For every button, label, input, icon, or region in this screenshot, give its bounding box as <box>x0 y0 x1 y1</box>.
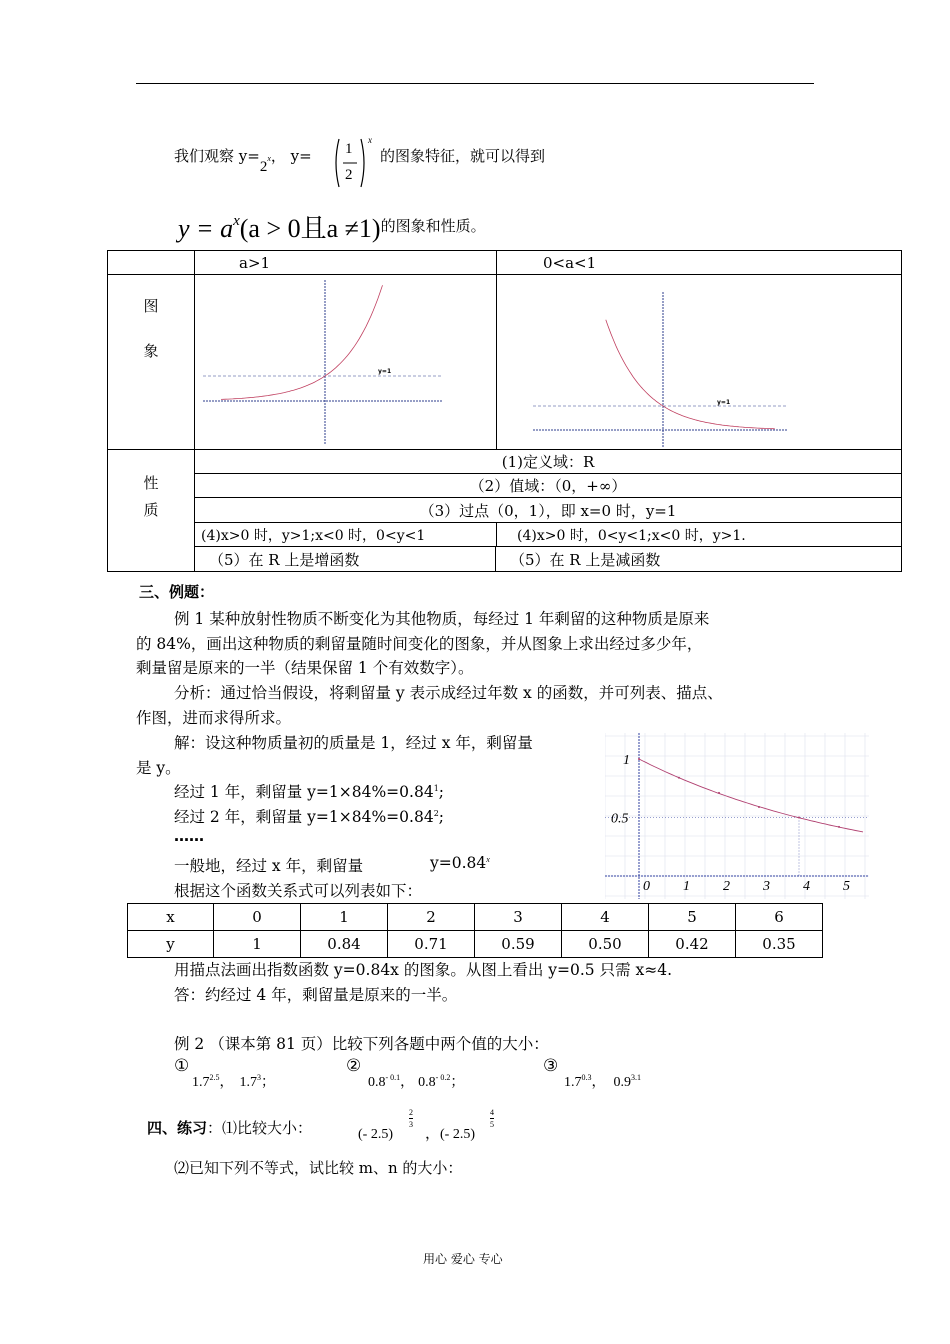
col-a-gt-1-label: a>1 <box>239 253 271 272</box>
c1-base2: 1.7 <box>239 1075 257 1090</box>
decay-curve <box>639 759 863 832</box>
data-point <box>718 792 720 794</box>
c3-exp2: 3.1 <box>631 1073 641 1082</box>
formula-line <box>178 208 486 245</box>
q1-exp2-den: 5 <box>490 1120 494 1129</box>
props-row-label <box>108 450 195 572</box>
sol-line4-sup: 2 <box>433 809 439 818</box>
prop-label-2: 质 <box>143 501 159 519</box>
page-footer: 用心 爱心 专心 <box>423 1252 503 1266</box>
x-tick-label: 3 <box>763 879 770 894</box>
prop-fixed-point: （3）过点（0，1），即 x=0 时，y=1 <box>195 498 902 523</box>
image-label-1: 图 <box>143 297 159 315</box>
x-cell: 4 <box>562 904 649 931</box>
c3-base: 1.7 <box>564 1075 582 1090</box>
y-header: y <box>128 931 214 958</box>
analysis-line2: 作图，进而求得所求。 <box>136 709 292 727</box>
ex1-line2: 的 84%，画出这种物质的剩留量随时间变化的图象，并从图象上求出经过多少年， <box>136 635 703 653</box>
sol-line3-text: 经过 1 年，剩留量 y=1×84%=0.84 <box>174 783 434 801</box>
q1-exp2 <box>490 1107 494 1130</box>
y-cell: 0.59 <box>475 931 562 958</box>
exercise-q1: ⑴比较大小： <box>222 1119 313 1137</box>
x-tick-label: 0 <box>643 879 650 894</box>
intro-line <box>174 145 312 175</box>
c1-exp: 2.5 <box>209 1073 220 1082</box>
y-cell: 0.71 <box>388 931 475 958</box>
sol-line4-text: 经过 2 年，剩留量 y=1×84%=0.84 <box>174 808 434 826</box>
image-label-2: 象 <box>143 342 159 360</box>
q1-base2: (- 2.5) <box>440 1127 475 1142</box>
x-tick-label: 1 <box>683 879 690 894</box>
compare-2: $0.8^{- 0.1}$， $0.8^{- 0.2}$； <box>368 1073 465 1090</box>
q1-exp1-num: 2 <box>409 1108 413 1117</box>
intro-prefix: 我们观察 y= <box>174 147 260 165</box>
exercise-colon: ： <box>207 1119 223 1137</box>
y-tick-label: 0.5 <box>611 811 629 827</box>
y-cell: 0.35 <box>736 931 823 958</box>
x-tick-label: 4 <box>803 879 810 894</box>
c1-base: 1.7 <box>192 1075 210 1090</box>
decay-chart <box>605 733 869 899</box>
y1-label-right: y=1 <box>717 399 731 406</box>
x-tick-label: 5 <box>843 879 850 894</box>
prop-right-4: (4)x>0 时，0<y<1;x<0 时，y>1. <box>497 523 902 547</box>
compare-1: $1.7^{2.5}$， $1.7^3$； <box>192 1073 275 1090</box>
solution-line2: 是 y。 <box>136 759 181 777</box>
x-tick-label: 2 <box>723 879 730 894</box>
draw-line: 用描点法画出指数函数 y=0.84x 的图象。从图上看出 y=0.5 只需 x≈4. <box>174 961 673 979</box>
prop-range: （2）值域：（0，+∞） <box>195 474 902 498</box>
table-intro: 根据这个函数关系式可以列表如下： <box>174 882 423 900</box>
decay-chart-svg <box>605 733 869 899</box>
y-cell: 0.84 <box>301 931 388 958</box>
intro-exp2: x <box>368 135 372 145</box>
ellipsis: …… <box>174 827 204 845</box>
intro-suffix: 的图象特征，就可以得到 <box>380 147 546 165</box>
formula-suffix: 的图象和性质。 <box>380 217 486 235</box>
exercise-expr-1 <box>358 1127 393 1143</box>
q1-sep: ， <box>425 1124 441 1142</box>
x-header: x <box>128 904 214 931</box>
c2-exp2: - 0.2 <box>435 1073 451 1082</box>
prop-label-1: 性 <box>143 474 159 492</box>
c2-exp: - 0.1 <box>385 1073 401 1082</box>
y1-label-left: y=1 <box>378 368 392 375</box>
exercise-heading: 四、练习 <box>147 1119 208 1137</box>
exercise-expr-2 <box>440 1127 475 1143</box>
data-point <box>798 817 800 819</box>
solution-line3 <box>174 780 444 802</box>
x-cell: 3 <box>475 904 562 931</box>
intro-sep: ， y= <box>270 147 312 165</box>
graph-decreasing <box>497 276 855 448</box>
x-cell: 6 <box>736 904 823 931</box>
graph-increasing-cell <box>195 275 497 450</box>
formula-cond: (a > 0且a ≠1) <box>239 214 381 243</box>
x-cell: 2 <box>388 904 475 931</box>
c1-exp2: 3 <box>257 1073 261 1082</box>
prop-left-5: （5）在 R 上是增函数 <box>195 547 496 572</box>
q1-exp2-num: 4 <box>490 1108 494 1117</box>
ex1-line1: 例 1 某种放射性物质不断变化为其他物质，每经过 1 年剩留的这种物质是原来 <box>174 610 710 628</box>
analysis-line1: 分析：通过恰当假设，将剩留量 y 表示成经过年数 x 的函数，并可列表、描点、 <box>174 684 723 702</box>
c3-exp: 0.3 <box>581 1073 592 1082</box>
data-point <box>678 777 680 779</box>
frac-den: 2 <box>345 167 353 183</box>
solution-line4 <box>174 805 444 827</box>
general-expr-text: y=0.84 <box>430 854 487 872</box>
solution-line1: 解：设这种物质量初的质量是 1，经过 x 年，剩留量 <box>174 734 533 752</box>
example2-line: 例 2 （课本第 81 页）比较下列各题中两个值的大小： <box>174 1035 549 1053</box>
general-line: 一般地，经过 x 年，剩留量 <box>174 857 364 875</box>
properties-table <box>107 250 902 572</box>
exercise-line <box>147 1117 312 1138</box>
props-header-a-lt-1 <box>497 251 902 275</box>
formula-expr: y = a <box>178 214 234 243</box>
intro-exp: x <box>267 154 271 163</box>
x-cell: 1 <box>301 904 388 931</box>
decreasing-curve <box>606 320 775 429</box>
exercise-q2: ⑵已知下列不等式，试比较 m、n 的大小： <box>174 1159 463 1177</box>
prop-right-5: （5）在 R 上是减函数 <box>496 547 902 572</box>
circled-2: ② <box>346 1056 362 1076</box>
data-point <box>638 758 640 760</box>
col-a-lt-1-label: 0<a<1 <box>543 253 597 272</box>
image-row-label <box>108 275 195 450</box>
formula-exp: x <box>233 213 240 229</box>
sol-line3-end: ; <box>438 783 445 801</box>
data-point <box>758 806 760 808</box>
circled-1: ① <box>174 1056 190 1076</box>
y-cell: 0.50 <box>562 931 649 958</box>
x-cell: 0 <box>214 904 301 931</box>
intro-base: 2 <box>259 159 268 175</box>
y-cell: 0.42 <box>649 931 736 958</box>
circled-3: ③ <box>543 1056 559 1076</box>
sol-line3-sup: 1 <box>433 784 439 793</box>
prop-domain: (1)定义域：R <box>195 450 902 474</box>
graph-decreasing-cell <box>497 275 902 450</box>
props-header-empty <box>108 251 195 275</box>
intro-fraction <box>333 137 367 189</box>
answer-line: 答：约经过 4 年，剩留量是原来的一半。 <box>174 986 458 1004</box>
c2-base2: 0.8 <box>418 1075 436 1090</box>
general-exp: x <box>486 855 490 864</box>
header-rule <box>136 83 814 84</box>
c3-base2: 0.9 <box>613 1075 631 1090</box>
value-table-y-row <box>128 931 823 958</box>
y-cell: 1 <box>214 931 301 958</box>
graph-increasing <box>195 276 451 448</box>
y-tick-label: 1 <box>623 753 630 768</box>
data-point <box>838 826 840 828</box>
q1-base: (- 2.5) <box>358 1127 393 1142</box>
frac-num: 1 <box>345 141 353 157</box>
prop-left-4: (4)x>0 时，y>1;x<0 时，0<y<1 <box>195 523 497 547</box>
x-cell: 5 <box>649 904 736 931</box>
props-header-a-gt-1 <box>195 251 497 275</box>
sol-line4-end: ; <box>438 808 445 826</box>
value-table <box>127 903 823 958</box>
q1-exp1-den: 3 <box>409 1120 413 1129</box>
compare-3: $1.7^{0.3}$， $0.9^{3.1}$ <box>564 1073 641 1090</box>
examples-heading: 三、例题： <box>139 583 215 601</box>
value-table-x-row <box>128 904 823 931</box>
q1-exp1 <box>409 1107 413 1130</box>
c2-base: 0.8 <box>368 1075 386 1090</box>
general-expr <box>430 854 490 872</box>
increasing-curve <box>221 285 383 399</box>
ex1-line3: 剩量留是原来的一半（结果保留 1 个有效数字）。 <box>136 659 474 677</box>
